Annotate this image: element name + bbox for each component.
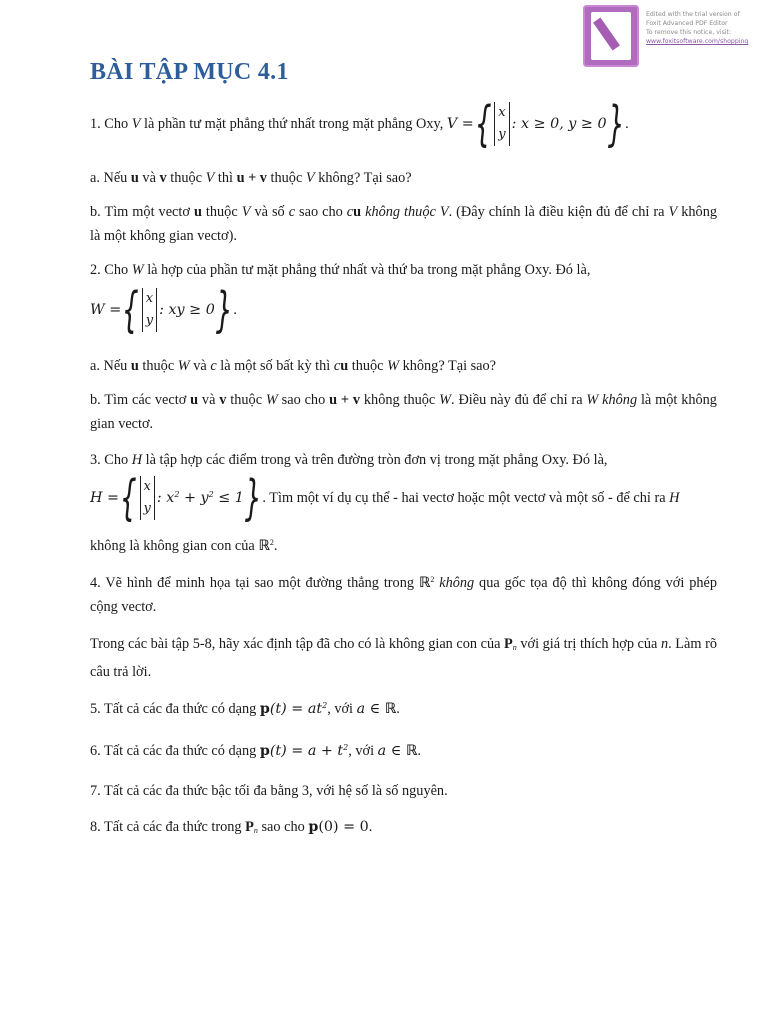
watermark-line-1: Edited with the trial version of <box>646 11 740 18</box>
exercise-1a: a. Nếu u và v thuộc V thì u + v thuộc V không? Tại sao? <box>90 170 412 186</box>
page-title: BÀI TẬP MỤC 4.1 <box>90 59 289 85</box>
trial-watermark <box>646 10 764 46</box>
set-v-definition: V ={ x y : x ≥ 0, y ≥ 0} <box>446 96 625 152</box>
exercise-8: 8. Tất cả các đa thức trong $P_n$ sao cho p(0) = 0. <box>90 819 373 835</box>
watermark-link[interactable]: www.foxitsoftware.com/shopping <box>646 38 749 45</box>
exercise-6: 6. Tất cả các đa thức có dạng $p(t) = a + t^2$, với a ∈ ℝ. <box>90 743 421 759</box>
exercise-2b: b. Tìm các vectơ u và v thuộc W sao cho u + v không thuộc W. Điều này đủ để chỉ ra W không là một không gian vectơ. <box>90 392 717 432</box>
foxit-logo-icon <box>583 5 639 67</box>
exercise-3-cont: không là không gian con của ℝ$^2$. <box>90 538 278 554</box>
watermark-line-3: To remove this notice, visit: <box>646 29 732 36</box>
exercise-2a: a. Nếu u thuộc W và c là một số bất kỳ thì cu thuộc W không? Tại sao? <box>90 358 497 374</box>
exercise-4: 4. Vẽ hình để minh họa tại sao một đường thẳng trong ℝ$^2$ không qua gốc tọa độ thì không đóng với phép cộng vectơ. <box>90 575 717 615</box>
watermark-line-2: Foxit Advanced PDF Editor <box>646 20 728 27</box>
exercise-3: 3. Cho H là tập hợp các điểm trong và trên đường tròn đơn vị trong mặt phẳng Oxy. Đó là, <box>90 452 608 468</box>
set-w-definition: W ={ x y : xy ≥ 0}. <box>90 282 237 338</box>
set-h-definition: H ={ x y : $x^2 + y^2 \le 1$}. Tìm một ví dụ cụ thể - hai vectơ hoặc một vectơ và một số - để chỉ ra H <box>90 470 680 526</box>
exercise-7: 7. Tất cả các đa thức bậc tối đa bằng 3, với hệ số là số nguyên. <box>90 783 448 799</box>
exercise-1: 1. Cho V là phần tư mặt phẳng thứ nhất trong mặt phẳng Oxy, V ={ x y : x ≥ 0, y ≥ 0}. <box>90 96 629 152</box>
exercise-5: 5. Tất cả các đa thức có dạng $p(t) = at^2$, với a ∈ ℝ. <box>90 701 400 717</box>
exercise-1b: b. Tìm một vectơ u thuộc V và số c sao cho cu không thuộc V. (Đây chính là điều kiện đủ để chỉ ra V không là một không gian vectơ). <box>90 204 718 244</box>
exercises-5-8-intro: Trong các bài tập 5-8, hãy xác định tập đã cho có là không gian con của $P_n$ với giá trị thích hợp của n. Làm rõ câu trả lời. <box>90 636 717 680</box>
exercise-2: 2. Cho W là hợp của phần tư mặt phẳng thứ nhất và thứ ba trong mặt phẳng Oxy. Đó là, <box>90 262 591 278</box>
